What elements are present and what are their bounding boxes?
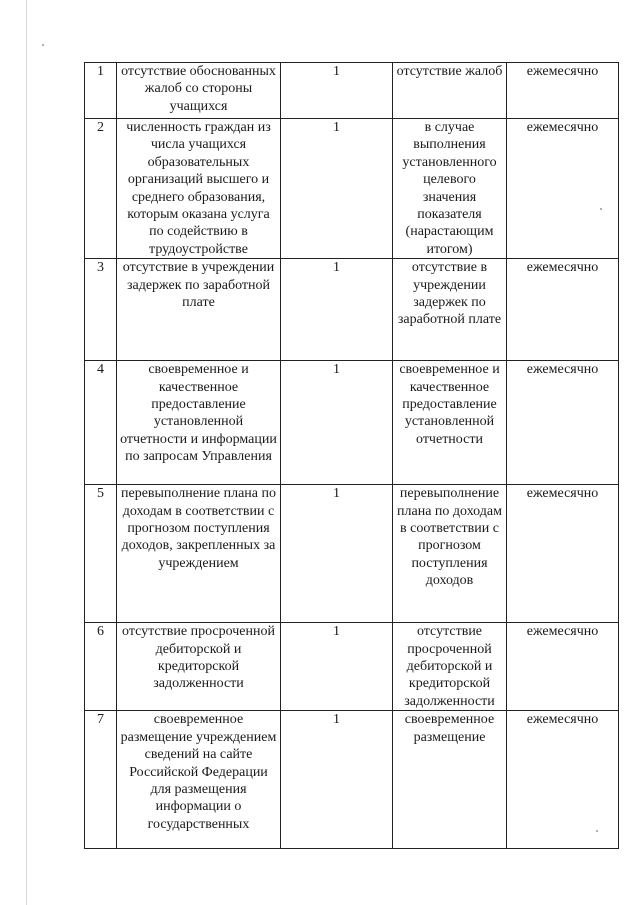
indicator-cell: отсутствие обоснованных жалоб со стороны учащихся	[117, 63, 281, 119]
row-number: 4	[85, 361, 117, 485]
scan-speck	[42, 44, 44, 46]
indicator-cell: своевременное размещение учреждением сведений на сайте Российской Федерации для размещения информации о государственных	[117, 711, 281, 849]
indicators-table	[84, 62, 619, 849]
row-number: 1	[85, 63, 117, 119]
points-cell: 1	[281, 711, 393, 849]
row-number: 7	[85, 711, 117, 849]
periodicity-cell: ежемесячно	[507, 63, 619, 119]
table-row	[85, 259, 619, 361]
table-row	[85, 63, 619, 119]
indicator-cell: перевыполнение плана по доходам в соответствии с прогнозом поступления доходов, закрепленных за учреждением	[117, 485, 281, 623]
periodicity-cell: ежемесячно	[507, 623, 619, 711]
periodicity-cell: ежемесячно	[507, 259, 619, 361]
criterion-cell: перевыполнение плана по доходам в соответствии с прогнозом поступления доходов	[393, 485, 507, 623]
periodicity-cell: ежемесячно	[507, 119, 619, 259]
table-row	[85, 711, 619, 849]
table-row	[85, 485, 619, 623]
criterion-cell: отсутствие в учреждении задержек по заработной плате	[393, 259, 507, 361]
table-row	[85, 623, 619, 711]
table-row	[85, 361, 619, 485]
points-cell: 1	[281, 623, 393, 711]
periodicity-cell: ежемесячно	[507, 361, 619, 485]
criterion-cell: в случае выполнения установленного целевого значения показателя (нарастающим итогом)	[393, 119, 507, 259]
periodicity-cell: ежемесячно	[507, 485, 619, 623]
row-number: 6	[85, 623, 117, 711]
criterion-cell: отсутствие жалоб	[393, 63, 507, 119]
indicator-cell: отсутствие в учреждении задержек по заработной плате	[117, 259, 281, 361]
row-number: 3	[85, 259, 117, 361]
points-cell: 1	[281, 63, 393, 119]
indicator-cell: численность граждан из числа учащихся образовательных организаций высшего и среднего образования, которым оказана услуга по содействию в трудоустройстве	[117, 119, 281, 259]
page-margin-line	[26, 0, 27, 905]
indicator-cell: своевременное и качественное предоставление установленной отчетности и информации по запросам Управления	[117, 361, 281, 485]
periodicity-cell: ежемесячно	[507, 711, 619, 849]
points-cell: 1	[281, 259, 393, 361]
row-number: 2	[85, 119, 117, 259]
table-row	[85, 119, 619, 259]
points-cell: 1	[281, 119, 393, 259]
points-cell: 1	[281, 485, 393, 623]
criterion-cell: отсутствие просроченной дебиторской и кредиторской задолженности	[393, 623, 507, 711]
criterion-cell: своевременное и качественное предоставление установленной отчетности	[393, 361, 507, 485]
indicator-cell: отсутствие просроченной дебиторской и кредиторской задолженности	[117, 623, 281, 711]
points-cell: 1	[281, 361, 393, 485]
criterion-cell: своевременное размещение	[393, 711, 507, 849]
row-number: 5	[85, 485, 117, 623]
